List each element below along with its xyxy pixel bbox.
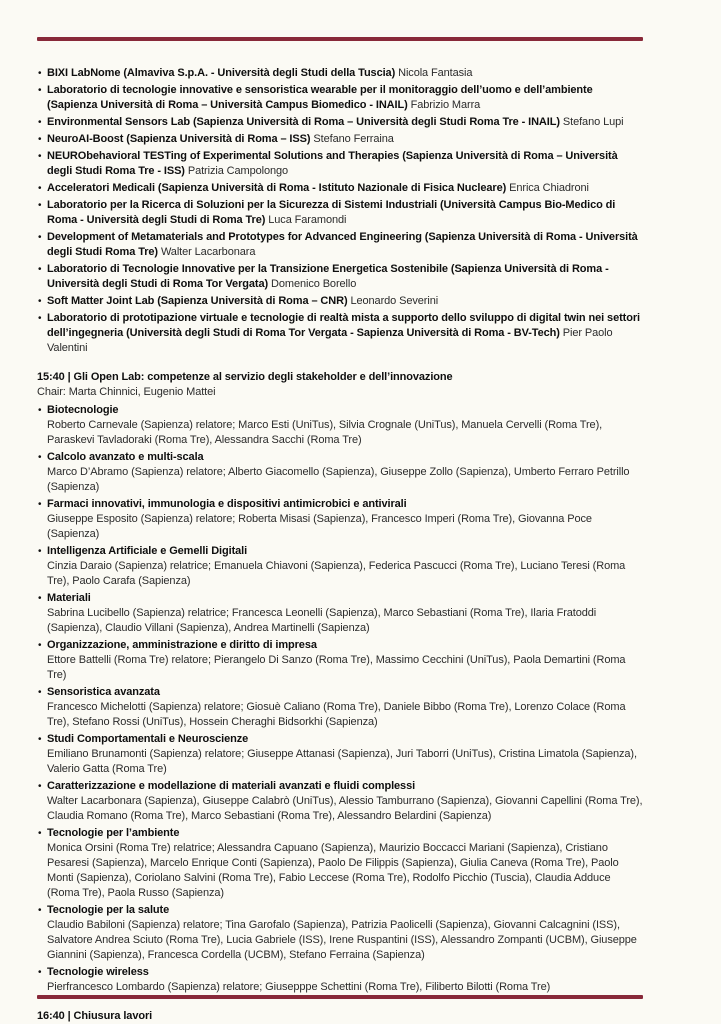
bullet-marker: • [38, 405, 42, 416]
lab-item [38, 294, 643, 309]
topic-item [38, 685, 643, 730]
topic-item [38, 965, 643, 995]
topic-title: Farmaci innovativi, immunologia e dispositivi antimicrobici e antivirali [47, 498, 407, 510]
lab-presenter: Patrizia Campolongo [187, 165, 289, 177]
topic-speakers: Marco D’Abramo (Sapienza) relatore; Alberto Giacomello (Sapienza), Giuseppe Zollo (Sapienza), Umberto Ferraro Petrillo (Sapienza) [47, 466, 630, 493]
topic-item [38, 638, 643, 683]
topic-item-text [47, 638, 643, 683]
topic-speakers: Francesco Michelotti (Sapienza) relatore; Giosuè Caliano (Roma Tre), Daniele Bibbo (Roma Tre), Lorenzo Colace (Roma Tre), Stefano Rossi (UniTus), Hossein Cheraghi Bidsorkhi (Sapienza) [47, 701, 626, 728]
lab-item [38, 83, 643, 113]
bullet-marker: • [38, 734, 42, 745]
bullet-marker: • [38, 593, 42, 604]
topic-title: Tecnologie per l’ambiente [47, 827, 180, 839]
lab-title: Development of Metamaterials and Prototypes for Advanced Engineering (Sapienza Università di Roma - Università degli Studi Roma Tre) [47, 231, 638, 258]
bullet-marker: • [38, 313, 42, 324]
lab-presenter: Walter Lacarbonara [160, 246, 256, 258]
topics-list [37, 403, 643, 995]
topic-title: Sensoristica avanzata [47, 686, 160, 698]
topic-speakers: Monica Orsini (Roma Tre) relatrice; Alessandra Capuano (Sapienza), Maurizio Boccacci Mariani (Sapienza), Cristiano Pesaresi (Sapienza), Marcelo Enrique Conti (Sapienza), Paolo De Filippis (Sapienza), Giulia Caneva (Roma Tre), Paolo Monti (Sapienza), Coriolano Salvini (Roma Tre), Fabio Leccese (Roma Tre), Rodolfo Picchio (Tuscia), Claudia Adduce (Roma Tre), Paola Russo (Sapienza) [47, 842, 619, 899]
topic-speakers: Emiliano Brunamonti (Sapienza) relatore; Giuseppe Attanasi (Sapienza), Juri Taborri (UniTus), Cristina Limatola (Sapienza), Valerio Gatta (Roma Tre) [47, 748, 637, 775]
lab-presenter: Luca Faramondi [268, 214, 347, 226]
topic-item [38, 903, 643, 963]
bullet-marker: • [38, 134, 42, 145]
bullet-marker: • [38, 546, 42, 557]
lab-title: Laboratorio di tecnologie innovative e sensoristica wearable per il monitoraggio dell’uomo e dell’ambiente (Sapienza Università di Roma – Università Campus Biomedico - INAIL) [47, 84, 593, 111]
topic-item [38, 497, 643, 542]
lab-item-text [47, 294, 643, 309]
topic-speakers: Giuseppe Esposito (Sapienza) relatore; Roberta Misasi (Sapienza), Francesco Imperi (Roma Tre), Giovanna Poce (Sapienza) [47, 513, 592, 540]
closing-time-title: 16:40 | Chiusura lavori [37, 1010, 153, 1022]
bottom-divider-rule [37, 995, 643, 999]
topic-speakers: Sabrina Lucibello (Sapienza) relatrice; Francesca Leonelli (Sapienza), Marco Sebastiani (Roma Tre), Ilaria Fratoddi (Sapienza), Claudio Villani (Sapienza), Andrea Martinelli (Sapienza) [47, 607, 597, 634]
bullet-marker: • [38, 232, 42, 243]
lab-presenter: Pier Paolo Valentini [47, 327, 613, 354]
lab-item [38, 311, 643, 356]
lab-item-text [47, 66, 643, 81]
topic-speakers: Cinzia Daraio (Sapienza) relatrice; Emanuela Chiavoni (Sapienza), Federica Pascucci (Roma Tre), Luciano Teresi (Roma Tre), Paolo Carafa (Sapienza) [47, 560, 626, 587]
program-content [37, 66, 643, 1024]
topic-item [38, 826, 643, 901]
bullet-marker: • [38, 68, 42, 79]
topic-item-text [47, 965, 643, 995]
lab-item [38, 149, 643, 179]
lab-item [38, 132, 643, 147]
topic-item-text [47, 544, 643, 589]
topic-item-text [47, 732, 643, 777]
topic-speakers: Ettore Battelli (Roma Tre) relatore; Pierangelo Di Sanzo (Roma Tre), Massimo Cecchini (UniTus), Paola Demartini (Roma Tre) [47, 654, 626, 681]
lab-presenter: Leonardo Severini [350, 295, 439, 307]
top-divider-rule [37, 37, 643, 41]
lab-item [38, 115, 643, 130]
bullet-marker: • [38, 264, 42, 275]
lab-item [38, 66, 643, 81]
lab-presenter: Nicola Fantasia [398, 67, 473, 79]
topic-item-text [47, 497, 643, 542]
bullet-marker: • [38, 781, 42, 792]
lab-title: Acceleratori Medicali (Sapienza Università di Roma - Istituto Nazionale di Fisica Nucleare) [47, 182, 507, 194]
lab-item-text [47, 230, 643, 260]
lab-item [38, 230, 643, 260]
bullet-marker: • [38, 499, 42, 510]
bullet-marker: • [38, 151, 42, 162]
topic-title: Calcolo avanzato e multi-scala [47, 451, 204, 463]
lab-presenter: Stefano Lupi [562, 116, 624, 128]
lab-item-text [47, 262, 643, 292]
lab-item [38, 181, 643, 196]
topic-speakers: Roberto Carnevale (Sapienza) relatore; Marco Esti (UniTus), Silvia Crognale (UniTus), Manuela Cervelli (Roma Tre), Paraskevi Tavladoraki (Roma Tre), Alessandra Sacchi (Roma Tre) [47, 419, 603, 446]
lab-title: Laboratorio di prototipazione virtuale e tecnologie di realtà mista a supporto dello sviluppo di digital twin nei settori dell’ingegneria (Università degli Studi di Roma Tor Vergata - Sapienza Università di Roma - BV-Tech) [47, 312, 640, 339]
lab-item [38, 262, 643, 292]
topic-item-text [47, 403, 643, 448]
topic-item-text [47, 826, 643, 901]
topic-item-text [47, 591, 643, 636]
topic-speakers: Walter Lacarbonara (Sapienza), Giuseppe Calabrò (UniTus), Alessio Tamburrano (Sapienza), Giovanni Capellini (Roma Tre), Claudia Romano (Roma Tre), Marco Sebastiani (Roma Tre), Alessandro Belardini (Sapienza) [47, 795, 643, 822]
topic-item [38, 450, 643, 495]
topic-title: Tecnologie wireless [47, 966, 149, 978]
topic-speakers: Pierfrancesco Lombardo (Sapienza) relatore; Giusepppe Schettini (Roma Tre), Filiberto Bilotti (Roma Tre) [47, 981, 551, 993]
lab-title: Laboratorio per la Ricerca di Soluzioni per la Sicurezza di Sistemi Industriali (Università Campus Bio-Medico di Roma - Università degli Studi di Roma Tre) [47, 199, 616, 226]
labs-list [37, 66, 643, 356]
lab-title: BIXI LabNome (Almaviva S.p.A. - Università degli Studi della Tuscia) [47, 67, 396, 79]
lab-title: NEURObehavioral TESTing of Experimental Solutions and Therapies (Sapienza Università di Roma – Università degli Studi Roma Tre - ISS) [47, 150, 618, 177]
lab-item-text [47, 181, 643, 196]
bullet-marker: • [38, 85, 42, 96]
lab-title: Soft Matter Joint Lab (Sapienza Università di Roma – CNR) [47, 295, 348, 307]
bullet-marker: • [38, 200, 42, 211]
topic-title: Intelligenza Artificiale e Gemelli Digitali [47, 545, 248, 557]
lab-presenter: Enrica Chiadroni [509, 182, 589, 194]
lab-item-text [47, 311, 643, 356]
bullet-marker: • [38, 967, 42, 978]
topic-title: Organizzazione, amministrazione e diritto di impresa [47, 639, 317, 651]
session-chairs: Chair: Marta Chinnici, Eugenio Mattei [37, 386, 216, 398]
topic-title: Tecnologie per la salute [47, 904, 170, 916]
topic-item-text [47, 779, 643, 824]
lab-item-text [47, 115, 643, 130]
bullet-marker: • [38, 452, 42, 463]
topic-title: Materiali [47, 592, 91, 604]
lab-presenter: Stefano Ferraina [313, 133, 394, 145]
lab-item-text [47, 198, 643, 228]
bullet-marker: • [38, 905, 42, 916]
lab-title: NeuroAI-Boost (Sapienza Università di Roma – ISS) [47, 133, 311, 145]
bullet-marker: • [38, 640, 42, 651]
bullet-marker: • [38, 687, 42, 698]
lab-title: Environmental Sensors Lab (Sapienza Università di Roma – Università degli Studi Roma Tre - INAIL) [47, 116, 560, 128]
lab-item-text [47, 83, 643, 113]
bullet-marker: • [38, 828, 42, 839]
topic-speakers: Claudio Babiloni (Sapienza) relatore; Tina Garofalo (Sapienza), Patrizia Paolicelli (Sapienza), Giovanni Calcagnini (ISS), Salvatore Andrea Sciuto (Roma Tre), Lucia Gabriele (ISS), Irene Ruspantini (ISS), Alessandro Zompanti (UCBM), Giuseppe Giannini (Sapienza), Francesca Cordella (UCBM), Stefano Ferraina (Sapienza) [47, 919, 637, 961]
topic-title: Studi Comportamentali e Neuroscienze [47, 733, 249, 745]
topic-item [38, 544, 643, 589]
lab-title: Laboratorio di Tecnologie Innovative per la Transizione Energetica Sostenibile (Sapienza Università di Roma - Università degli Studi di Roma Tor Vergata) [47, 263, 609, 290]
topic-item [38, 403, 643, 448]
topic-item [38, 591, 643, 636]
bullet-marker: • [38, 296, 42, 307]
lab-item-text [47, 132, 643, 147]
session-time-title: 15:40 | Gli Open Lab: competenze al servizio degli stakeholder e dell’innovazione [37, 371, 453, 383]
topic-item-text [47, 450, 643, 495]
lab-presenter: Domenico Borello [271, 278, 357, 290]
bullet-marker: • [38, 183, 42, 194]
topic-title: Caratterizzazione e modellazione di materiali avanzati e fluidi complessi [47, 780, 416, 792]
topic-title: Biotecnologie [47, 404, 119, 416]
topic-item [38, 779, 643, 824]
lab-item-text [47, 149, 643, 179]
bullet-marker: • [38, 117, 42, 128]
topic-item-text [47, 685, 643, 730]
topic-item [38, 732, 643, 777]
topic-item-text [47, 903, 643, 963]
lab-presenter: Fabrizio Marra [410, 99, 481, 111]
lab-item [38, 198, 643, 228]
